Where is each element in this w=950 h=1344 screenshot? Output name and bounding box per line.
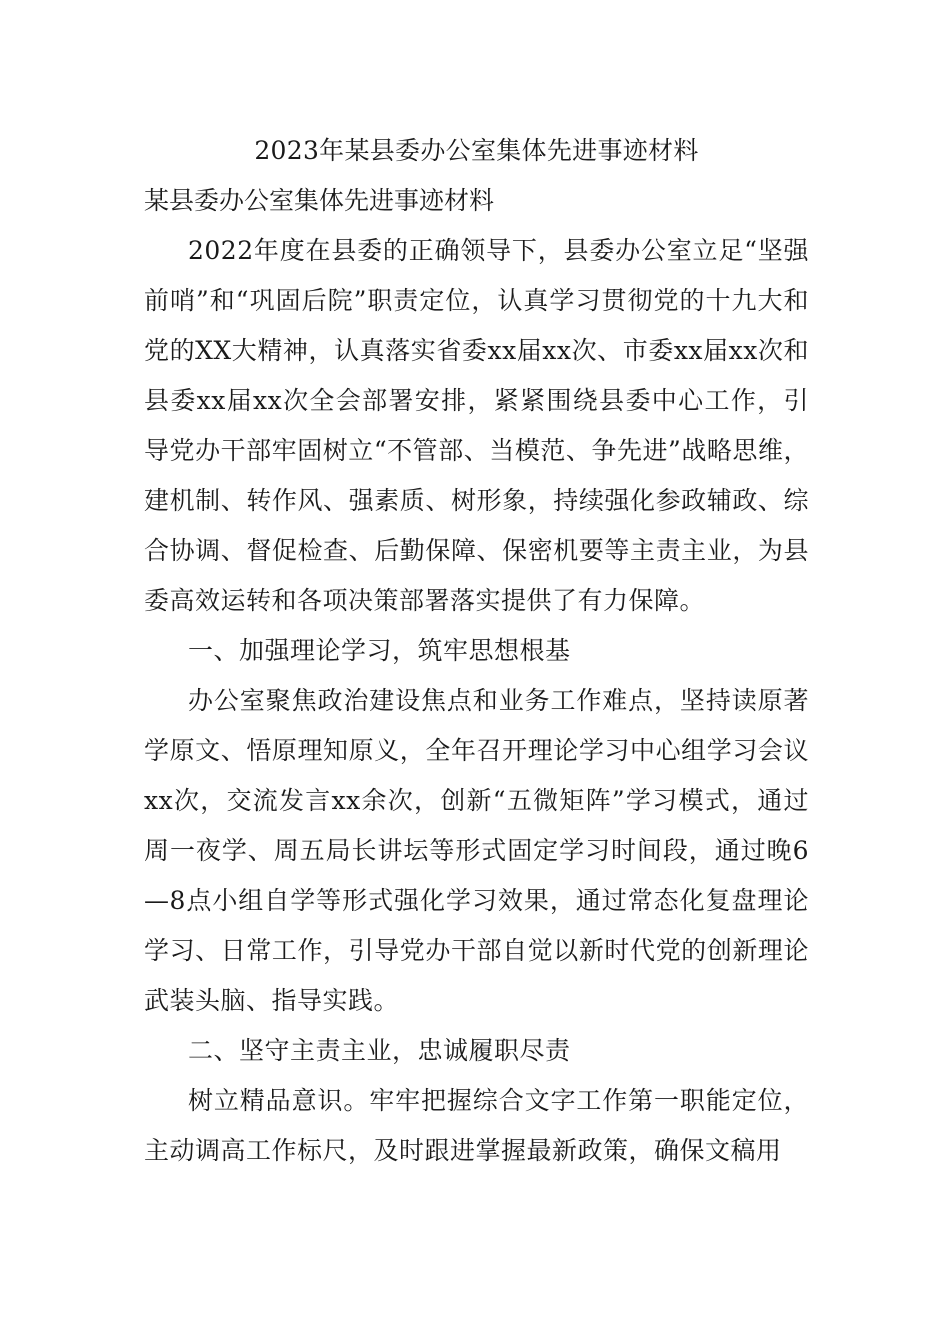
document-title: 2023年某县委办公室集体先进事迹材料 <box>254 136 699 165</box>
section-1-paragraph: 办公室聚焦政治建设焦点和业务工作难点，坚持读原著学原文、悟原理知原义，全年召开理论学习中心组学习会议xx次，交流发言xx余次，创新“五微矩阵”学习模式，通过周一夜学、周五局长讲坛等形式固定学习时间段，通过晚6—8点小组自学等形式强化学习效果，通过常态化复盘理论学习、日常工作，引导党办干部自觉以新时代党的创新理论武装头脑、指导实践。 <box>144 686 809 1015</box>
intro-paragraph: 2022年度在县委的正确领导下，县委办公室立足“坚强前哨”和“巩固后院”职责定位，认真学习贯彻党的十九大和党的XX大精神，认真落实省委xx届xx次、市委xx届xx次和县委xx届xx次全会部署安排，紧紧围绕县委中心工作，引导党办干部牢固树立“不管部、当模范、争先进”战略思维，建机制、转作风、强素质、树形象，持续强化参政辅政、综合协调、督促检查、后勤保障、保密机要等主责主业，为县委高效运转和各项决策部署落实提供了有力保障。 <box>144 236 809 615</box>
document-body <box>144 126 809 1176</box>
section-2-heading: 二、坚守主责主业，忠诚履职尽责 <box>188 1036 571 1065</box>
section-1-heading: 一、加强理论学习，筑牢思想根基 <box>188 636 571 665</box>
section-2-paragraph: 树立精品意识。牢牢把握综合文字工作第一职能定位，主动调高工作标尺，及时跟进掌握最新政策，确保文稿用 <box>144 1086 809 1165</box>
document-subtitle: 某县委办公室集体先进事迹材料 <box>144 186 495 215</box>
